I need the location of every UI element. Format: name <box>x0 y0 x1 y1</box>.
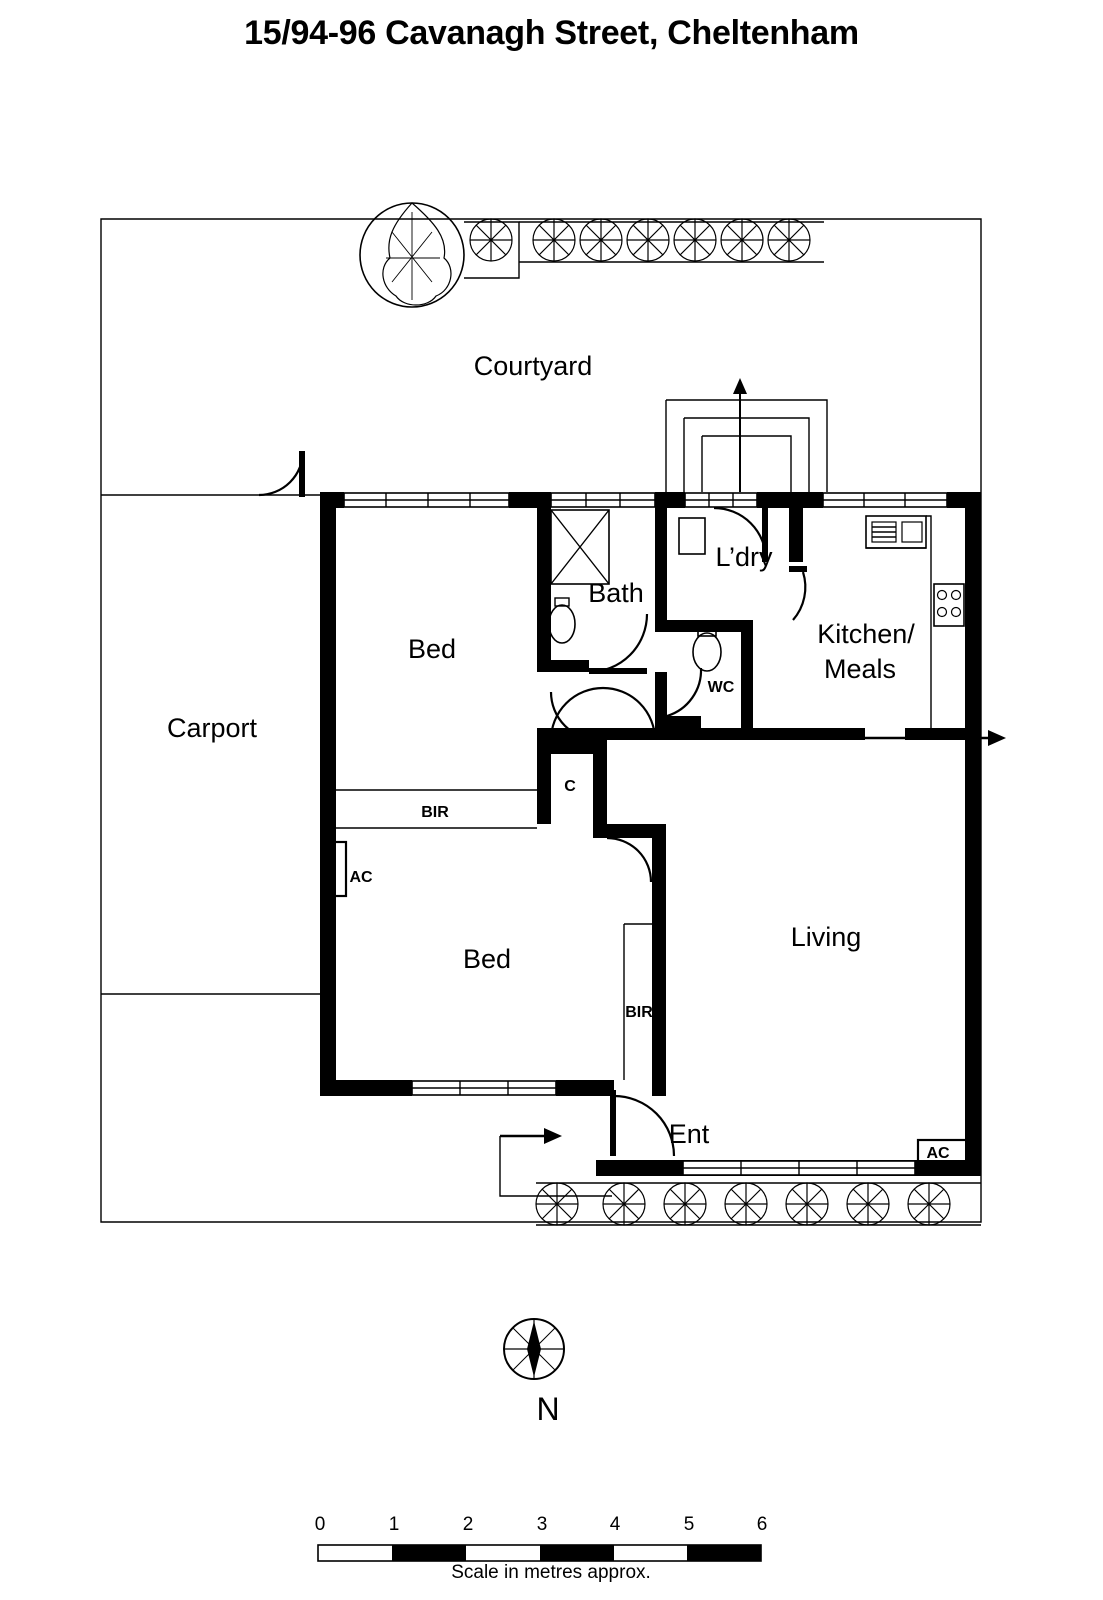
scale-tick-1: 1 <box>388 1514 400 1535</box>
page-title: 15/94-96 Cavanagh Street, Cheltenham <box>244 14 859 52</box>
flow-arrows <box>500 730 1006 1196</box>
scale-bar <box>315 1514 768 1561</box>
front-planting <box>536 1183 981 1225</box>
scale-tick-4: 4 <box>609 1514 621 1535</box>
room-label-entry: Ent <box>668 1119 710 1149</box>
annotation-bir-upper: BIR <box>421 804 449 821</box>
courtyard-gate <box>259 451 305 497</box>
room-label-laundry: L’dry <box>715 542 773 572</box>
room-label-bed-lower: Bed <box>462 944 512 974</box>
scale-tick-0: 0 <box>314 1514 326 1535</box>
annotation-bir-lower: BIR <box>625 1004 653 1021</box>
scale-tick-2: 2 <box>462 1514 474 1535</box>
compass-north-label: N <box>536 1391 560 1427</box>
room-label-meals: Meals <box>823 654 897 684</box>
annotation-ac-right: AC <box>926 1145 950 1162</box>
room-label-living: Living <box>790 922 862 952</box>
annotation-closet: C <box>564 778 576 795</box>
scale-tick-3: 3 <box>536 1514 548 1535</box>
scale-caption: Scale in metres approx. <box>451 1562 651 1583</box>
room-label-carport: Carport <box>166 713 258 743</box>
dwelling-walls <box>320 492 981 1176</box>
room-label-courtyard: Courtyard <box>473 351 593 381</box>
scale-tick-5: 5 <box>683 1514 695 1535</box>
scale-tick-6: 6 <box>756 1514 768 1535</box>
room-label-bed-upper: Bed <box>407 634 457 664</box>
compass-rose <box>504 1319 564 1379</box>
room-label-kitchen: Kitchen/ <box>817 619 915 649</box>
annotation-wc: WC <box>707 679 735 696</box>
annotation-ac-left: AC <box>349 869 373 886</box>
room-label-bath: Bath <box>588 578 644 608</box>
pergola-detail <box>666 378 827 492</box>
